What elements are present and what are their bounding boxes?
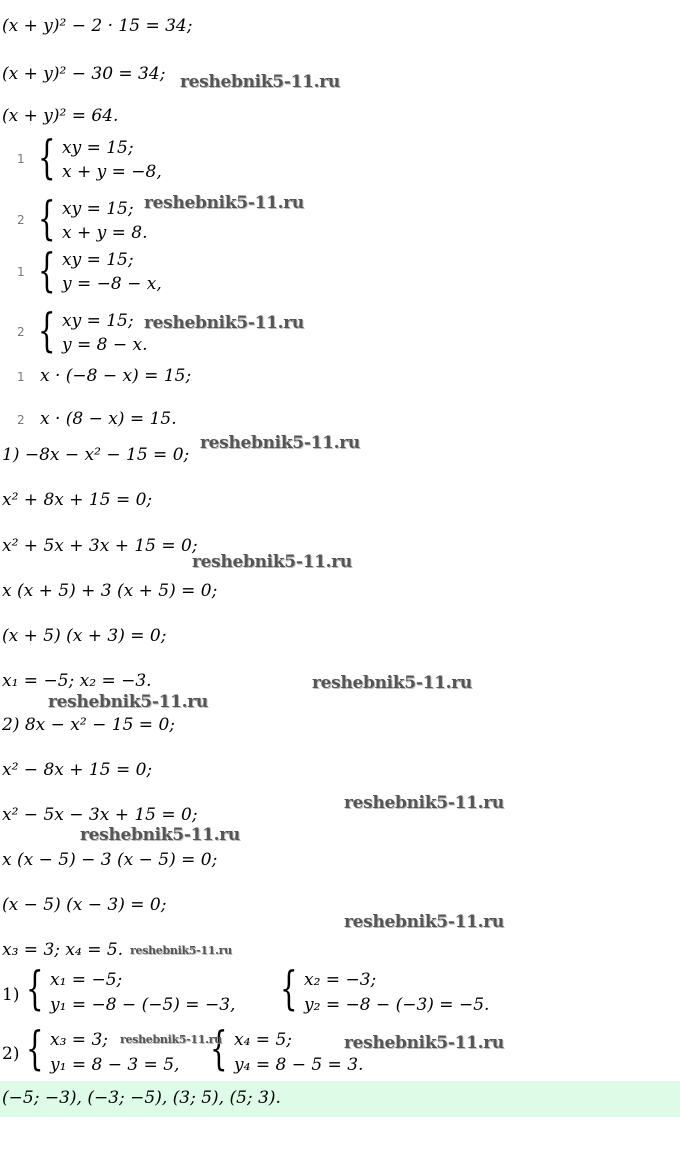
case2-line-4: x (x − 5) − 3 (x − 5) = 0;	[2, 850, 218, 870]
equation-line-1: (x + y)² − 2 · 15 = 34;	[2, 16, 193, 36]
final-eq: x₂ = −3;	[304, 970, 377, 990]
system-eq-bottom: y = −8 − x,	[62, 274, 162, 294]
system-eq-bottom: x + y = 8.	[62, 223, 148, 243]
watermark: reshebnik5-11.ru	[120, 1033, 222, 1046]
final-eq: x₁ = −5;	[50, 970, 123, 990]
case2-line-3: x² − 5x − 3x + 15 = 0;	[2, 805, 198, 825]
system-brace: {	[38, 243, 56, 297]
system-eq-bottom: x + y = −8,	[62, 162, 162, 182]
system-brace: {	[280, 961, 298, 1015]
watermark: reshebnik5-11.ru	[48, 692, 208, 712]
system-eq-top: xy = 15;	[62, 250, 134, 270]
watermark: reshebnik5-11.ru	[200, 433, 360, 453]
system-brace: {	[38, 191, 56, 245]
system-eq-bottom: y = 8 − x.	[62, 335, 148, 355]
case2-line-1: 2) 8x − x² − 15 = 0;	[2, 715, 175, 735]
system-brace: {	[38, 303, 56, 357]
final-eq: y₄ = 8 − 5 = 3.	[234, 1055, 364, 1075]
case2-line-2: x² − 8x + 15 = 0;	[2, 760, 153, 780]
watermark: reshebnik5-11.ru	[192, 552, 352, 572]
watermark: reshebnik5-11.ru	[344, 793, 504, 813]
system-number: 2	[17, 213, 25, 227]
answer-text: (−5; −3), (−3; −5), (3; 5), (5; 3).	[2, 1088, 281, 1108]
case1-line-4: x (x + 5) + 3 (x + 5) = 0;	[2, 581, 218, 601]
final-eq: y₁ = 8 − 3 = 5,	[50, 1055, 180, 1075]
watermark: reshebnik5-11.ru	[344, 912, 504, 932]
case2-line-5: (x − 5) (x − 3) = 0;	[2, 895, 167, 915]
case1-roots: x₁ = −5; x₂ = −3.	[2, 671, 152, 691]
substitution-number: 2	[17, 413, 25, 427]
system-eq-top: xy = 15;	[62, 199, 134, 219]
case1-line-1: 1) −8x − x² − 15 = 0;	[2, 445, 190, 465]
system-brace: {	[210, 1021, 228, 1075]
final-system-label: 1)	[2, 985, 20, 1005]
system-number: 1	[17, 152, 25, 166]
answer-highlight	[0, 1081, 680, 1117]
watermark: reshebnik5-11.ru	[180, 72, 340, 92]
system-number: 1	[17, 265, 25, 279]
substitution-eq-1: x · (−8 − x) = 15;	[40, 366, 192, 386]
substitution-eq-2: x · (8 − x) = 15.	[40, 409, 177, 429]
system-number: 2	[17, 325, 25, 339]
case1-line-5: (x + 5) (x + 3) = 0;	[2, 626, 167, 646]
watermark: reshebnik5-11.ru	[344, 1033, 504, 1053]
final-eq: x₄ = 5;	[234, 1030, 292, 1050]
system-brace: {	[38, 130, 56, 184]
equation-line-3: (x + y)² = 64.	[2, 106, 119, 126]
watermark: reshebnik5-11.ru	[312, 673, 472, 693]
case1-line-2: x² + 8x + 15 = 0;	[2, 490, 153, 510]
system-eq-top: xy = 15;	[62, 311, 134, 331]
final-eq: y₁ = −8 − (−5) = −3,	[50, 995, 236, 1015]
final-eq: y₂ = −8 − (−3) = −5.	[304, 995, 490, 1015]
final-eq: x₃ = 3;	[50, 1030, 108, 1050]
system-brace: {	[26, 961, 44, 1015]
watermark: reshebnik5-11.ru	[130, 944, 232, 957]
watermark: reshebnik5-11.ru	[80, 825, 240, 845]
system-brace: {	[26, 1021, 44, 1075]
watermark: reshebnik5-11.ru	[144, 313, 304, 333]
equation-line-2: (x + y)² − 30 = 34;	[2, 64, 166, 84]
watermark: reshebnik5-11.ru	[144, 193, 304, 213]
case2-roots: x₃ = 3; x₄ = 5.	[2, 940, 124, 960]
case1-line-3: x² + 5x + 3x + 15 = 0;	[2, 536, 198, 556]
substitution-number: 1	[17, 370, 25, 384]
final-system-label: 2)	[2, 1044, 20, 1064]
system-eq-top: xy = 15;	[62, 138, 134, 158]
